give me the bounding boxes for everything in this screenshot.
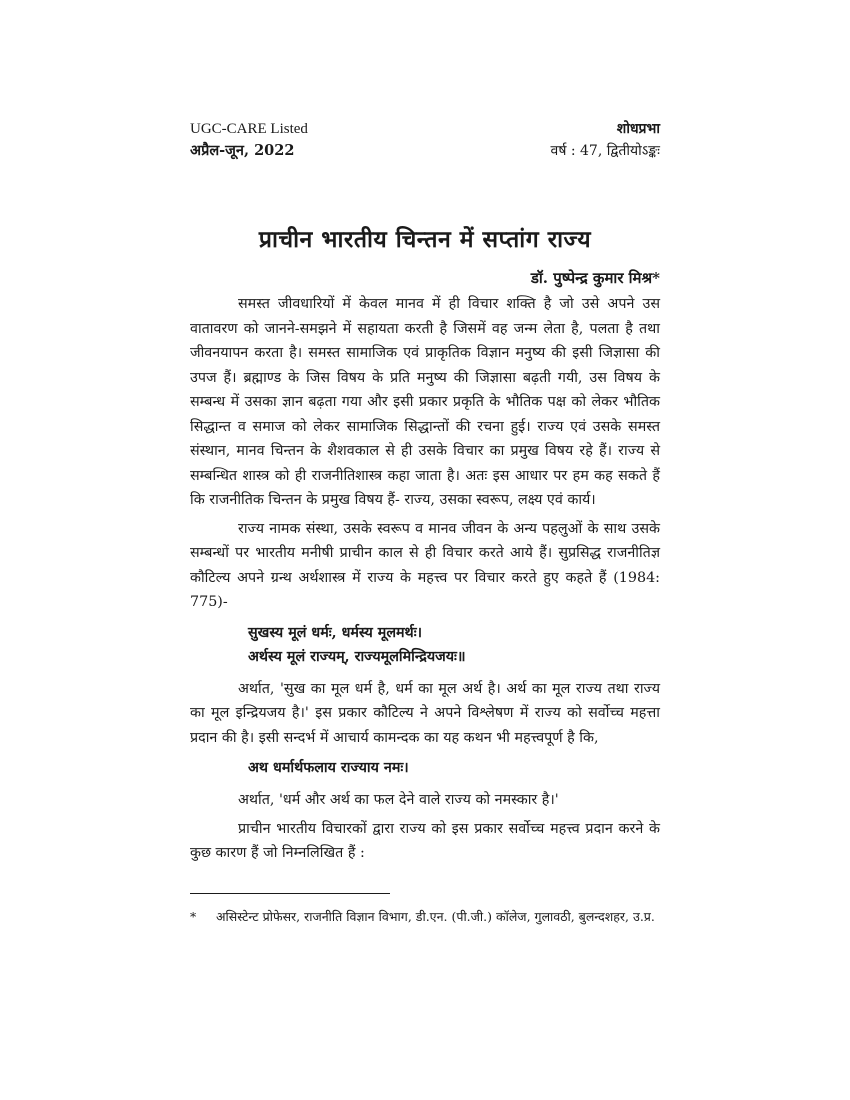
paragraph-2: राज्य नामक संस्था, उसके स्वरूप व मानव जीवन के अन्य पहलुओं के साथ उसके सम्बन्धों पर भारतीय मनीषी प्राचीन काल से ही विचार करते आये हैं। सुप्रसिद्ध राजनीतिज्ञ कौटिल्य अपने ग्रन्थ अर्थशास्त्र में राज्य के महत्त्व पर विचार करते हुए कहते हैं (1984: 775)- xyxy=(190,520,660,610)
author-name: डॉ. पुष्पेन्द्र कुमार मिश्र* xyxy=(530,269,660,287)
paragraph-4: अर्थात, 'धर्म और अर्थ का फल देने वाले राज्य को नमस्कार है।' xyxy=(238,792,559,808)
issue-period: अप्रैल-जून, 2022 xyxy=(190,142,295,159)
footnote-text: असिस्टेन्ट प्रोफेसर, राजनीति विज्ञान विभाग, डी.एन. (पी.जी.) कॉलेज, गुलावठी, बुलन्दशहर, उ.प्र. xyxy=(216,909,655,924)
article-body xyxy=(190,292,660,866)
volume-issue: वर्ष : 47, द्वितीयोऽङ्कः xyxy=(550,143,660,159)
footnote-marker: * xyxy=(190,909,197,924)
paragraph-3: अर्थात, 'सुख का मूल धर्म है, धर्म का मूल अर्थ है। अर्थ का मूल राज्य तथा राज्य का मूल इन्द्रियजय है।' इस प्रकार कौटिल्य ने अपने विश्लेषण में राज्य को सर्वोच्च महत्ता प्रदान की है। इसी सन्दर्भ में आचार्य कामन्दक का यह कथन भी महत्त्वपूर्ण है कि, xyxy=(190,680,660,746)
journal-header-right xyxy=(551,118,660,162)
journal-name: शोधप्रभा xyxy=(616,121,660,137)
journal-header-left xyxy=(190,118,308,162)
verse-line-2: अर्थस्य मूलं राज्यम्, राज्यमूलमिन्द्रियजयः॥ xyxy=(248,648,466,665)
article-title: प्राचीन भारतीय चिन्तन में सप्तांग राज्य xyxy=(258,226,592,253)
footnote xyxy=(190,906,660,928)
paragraph-5: प्राचीन भारतीय विचारकों द्वारा राज्य को इस प्रकार सर्वोच्च महत्त्व प्रदान करने के कुछ कारण हैं जो निम्नलिखित हैं : xyxy=(190,820,660,861)
paragraph-1: समस्त जीवधारियों में केवल मानव में ही विचार शक्ति है जो उसे अपने उस वातावरण को जानने-समझने में सहायता करती है जिसमें वह जन्म लेता है, पलता है तथा जीवनयापन करता है। समस्त सामाजिक एवं प्राकृतिक विज्ञान मनुष्य की इसी जिज्ञासा की उपज हैं। ब्रह्माण्ड के जिस विषय के प्रति मनुष्य की जिज्ञासा बढ़ती गयी, उस विषय के सम्बन्ध में उसका ज्ञान बढ़ता गया और इसी प्रकार प्रकृति के भौतिक पक्ष को लेकर भौतिक सिद्धान्त व समाज को लेकर सामाजिक सिद्धान्तों की रचना हुई। राज्य एवं उसके समस्त संस्थान, मानव चिन्तन के शैशवकाल से ही उसके विचार का प्रमुख विषय रहे हैं। राज्य से सम्बन्धित शास्त्र को ही राजनीतिशास्त्र कहा जाता है। अतः इस आधार पर हम कह सकते हैं कि राजनीतिक चिन्तन के प्रमुख विषय हैं- राज्य, उसका स्वरूप, लक्ष्य एवं कार्य। xyxy=(190,296,660,508)
verse-kautilya xyxy=(248,621,660,669)
verse-kamandaka: अथ धर्मार्थफलाय राज्याय नमः। xyxy=(248,760,409,776)
ugc-care-label: UGC-CARE Listed xyxy=(190,121,308,137)
footnote-divider xyxy=(190,893,390,894)
verse-line-1: सुखस्य मूलं धर्मः, धर्मस्य मूलमर्थः। xyxy=(248,624,423,641)
